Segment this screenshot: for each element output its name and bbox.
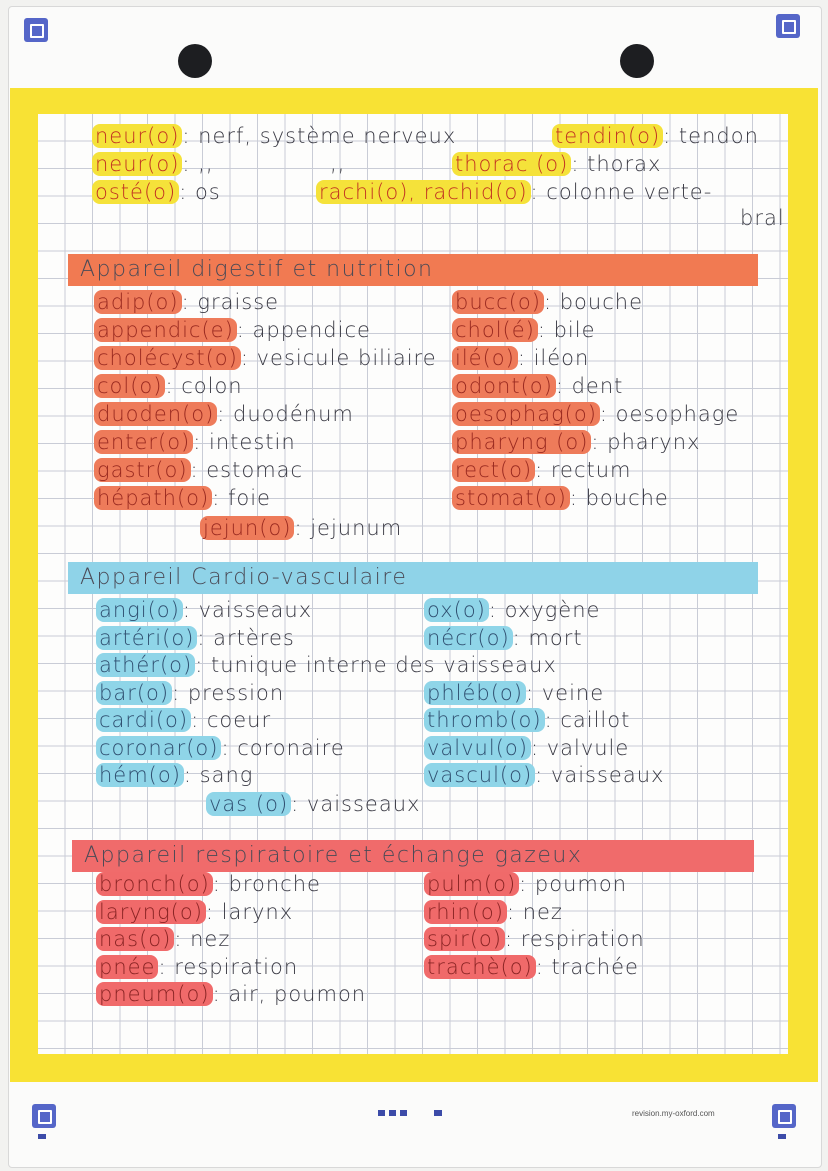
- entry-term: rachi(o), rachid(o): [316, 180, 531, 204]
- entry: [92, 124, 456, 148]
- entry-term: bucc(o): [452, 290, 544, 314]
- entry-definition: : artères: [197, 625, 295, 650]
- entry-term: neur(o): [92, 124, 182, 148]
- entry-term: pneum(o): [96, 982, 213, 1006]
- entry: [206, 792, 420, 816]
- entry-definition: : vaisseaux: [291, 792, 421, 816]
- ditto-mark: ‚‚: [330, 152, 346, 176]
- entry: [92, 152, 214, 176]
- entry: [452, 152, 661, 176]
- entry-definition: : larynx: [205, 899, 294, 924]
- section-heading: Appareil Cardio-vasculaire: [68, 562, 758, 594]
- footer-dash-icon: [38, 1134, 46, 1139]
- entry-definition: : tunique interne des vaisseaux: [195, 653, 557, 677]
- entry-definition: : duodénum: [217, 402, 354, 426]
- entry-definition: : dent: [555, 374, 624, 398]
- entry-term: chol(é): [452, 318, 538, 342]
- entry: [452, 458, 632, 482]
- section-heading: Appareil respiratoire et échange gazeux: [72, 840, 754, 872]
- entry-definition: : os: [179, 180, 221, 204]
- entry-definition: : jejunum: [294, 516, 403, 540]
- entry-definition: : trachée: [535, 954, 639, 979]
- section-heading: Appareil digestif et nutrition: [68, 254, 758, 286]
- entry-term: rhin(o): [424, 900, 507, 924]
- entry-definition: : caillot: [544, 708, 631, 732]
- entry: [452, 346, 589, 370]
- entry: [424, 927, 645, 951]
- corner-square-icon: [24, 18, 48, 42]
- entry-definition: : vaisseaux: [535, 763, 665, 787]
- entry-term: thromb(o): [424, 708, 545, 732]
- entry-definition: : pression: [172, 680, 285, 705]
- entry-term: trachè(o): [424, 955, 536, 979]
- entry: [96, 626, 295, 650]
- entry-term: jejun(o): [200, 516, 294, 540]
- punch-hole-right: [620, 44, 654, 78]
- entry-definition: : tendon: [663, 124, 759, 148]
- entry-definition: : nez: [174, 927, 231, 951]
- entry-term: appendic(e): [94, 318, 237, 342]
- entry-definition: : ‚‚: [182, 152, 214, 176]
- entry-term: pharyng (o): [452, 430, 591, 454]
- entry-term: phléb(o): [424, 681, 526, 705]
- entry-definition: : air, poumon: [212, 982, 367, 1006]
- entry-definition: : thorax: [571, 152, 662, 176]
- entry-term: coronar(o): [96, 736, 221, 760]
- footer-dash-icon: [778, 1134, 786, 1139]
- entry-term: odont(o): [452, 374, 556, 398]
- entry: [424, 626, 583, 650]
- entry-term: pulm(o): [424, 872, 519, 896]
- entry-definition: : graisse: [181, 290, 280, 314]
- entry-term: nas(o): [96, 927, 174, 951]
- entry-definition: : colon: [165, 374, 243, 398]
- entry-definition: : veine: [525, 680, 605, 705]
- entry-definition: : respiration: [158, 954, 299, 979]
- entry: [424, 763, 664, 787]
- entry-definition: : mort: [512, 625, 583, 650]
- entry-term: adip(o): [94, 290, 182, 314]
- page-dot-icon: [434, 1110, 442, 1116]
- entry-term: spir(o): [424, 927, 505, 951]
- entry-continuation: bral: [740, 206, 785, 230]
- entry-definition: : sang: [183, 763, 254, 787]
- entry: [96, 763, 253, 787]
- entry: [94, 374, 243, 398]
- entry-term: gastr(o): [94, 458, 191, 482]
- corner-square-icon: [776, 14, 800, 38]
- entry: [96, 872, 321, 896]
- entry-term: athér(o): [96, 653, 195, 677]
- entry-definition: : bouche: [543, 290, 643, 314]
- entry: [96, 955, 298, 979]
- entry-term: cardi(o): [96, 708, 191, 732]
- entry-term: stomat(o): [452, 486, 570, 510]
- entry-definition: : vesicule biliaire: [240, 346, 437, 370]
- entry-term: vas (o): [206, 792, 291, 816]
- entry: [424, 681, 604, 705]
- corner-square-icon: [32, 1104, 56, 1128]
- entry: [316, 180, 712, 204]
- entry: [94, 486, 271, 510]
- entry-term: tendin(o): [552, 124, 663, 148]
- entry-definition: : coronaire: [221, 735, 345, 760]
- entry-definition: : rectum: [535, 458, 632, 482]
- entry: [452, 318, 596, 342]
- entry: [424, 872, 627, 896]
- entry: [92, 180, 221, 204]
- entry: [424, 900, 563, 924]
- entry: [94, 318, 371, 342]
- entry: [96, 982, 366, 1006]
- punch-hole-left: [178, 44, 212, 78]
- entry: [452, 402, 739, 426]
- entry: [94, 402, 354, 426]
- entry: [94, 346, 437, 370]
- entry-term: valvul(o): [424, 736, 531, 760]
- entry-definition: : nerf, système nerveux: [182, 124, 457, 148]
- entry-term: thorac (o): [452, 152, 571, 176]
- page-dots-icon: [378, 1110, 408, 1116]
- entry-definition: : bouche: [569, 486, 669, 510]
- footer-site-url: revision.my-oxford.com: [632, 1109, 715, 1118]
- entry: [94, 290, 279, 314]
- entry-definition: : bile: [537, 318, 596, 342]
- entry-definition: : nez: [506, 899, 563, 924]
- entry-term: pnée: [96, 955, 158, 979]
- entry-definition: : bronche: [212, 872, 321, 896]
- entry-term: hépath(o): [94, 486, 212, 510]
- entry-term: ox(o): [424, 598, 489, 622]
- entry-term: col(o): [94, 374, 165, 398]
- entry-definition: : coeur: [191, 708, 272, 732]
- entry: [94, 458, 303, 482]
- entry-term: vascul(o): [424, 763, 535, 787]
- entry: [452, 430, 700, 454]
- entry: [552, 124, 759, 148]
- entry: [200, 516, 402, 540]
- entry-term: rect(o): [452, 458, 535, 482]
- entry: [96, 653, 557, 677]
- entry-term: osté(o): [92, 180, 179, 204]
- entry-definition: : intestin: [193, 430, 296, 454]
- entry: [424, 736, 629, 760]
- entry-term: hém(o): [96, 763, 184, 787]
- entry-definition: : respiration: [504, 927, 645, 951]
- entry: [96, 598, 312, 622]
- entry: [424, 955, 639, 979]
- entry-term: laryng(o): [96, 900, 206, 924]
- entry-definition: : appendice: [236, 318, 371, 342]
- entry-term: nécr(o): [424, 626, 513, 650]
- entry-definition: : estomac: [190, 458, 304, 482]
- entry: [96, 927, 230, 951]
- entry: [96, 708, 271, 732]
- entry-term: neur(o): [92, 152, 182, 176]
- entry-definition: : poumon: [519, 872, 628, 896]
- entry-term: bronch(o): [96, 872, 213, 896]
- entry: [424, 708, 630, 732]
- corner-square-icon: [772, 1104, 796, 1128]
- entry-term: enter(o): [94, 430, 193, 454]
- entry-term: angi(o): [96, 598, 183, 622]
- entry: [424, 598, 600, 622]
- entry: [452, 374, 623, 398]
- entry-definition: : pharynx: [591, 430, 701, 454]
- entry: [452, 486, 669, 510]
- entry-definition: : colonne verte-: [530, 180, 713, 204]
- entry: [96, 736, 345, 760]
- entry-term: oesophag(o): [452, 402, 600, 426]
- entry-term: bar(o): [96, 681, 172, 705]
- entry-definition: : oesophage: [599, 402, 740, 426]
- entry-definition: : iléon: [517, 346, 590, 370]
- entry: [94, 430, 296, 454]
- entry-definition: : foie: [212, 486, 271, 510]
- entry-definition: : valvule: [530, 735, 630, 760]
- entry: [96, 900, 293, 924]
- entry: [452, 290, 643, 314]
- entry-definition: : oxygène: [488, 598, 601, 622]
- entry-term: duoden(o): [94, 402, 217, 426]
- entry-term: cholécyst(o): [94, 346, 241, 370]
- entry: [96, 681, 284, 705]
- entry-term: ilé(o): [452, 346, 518, 370]
- entry-definition: : vaisseaux: [182, 598, 313, 622]
- entry-term: artéri(o): [96, 626, 197, 650]
